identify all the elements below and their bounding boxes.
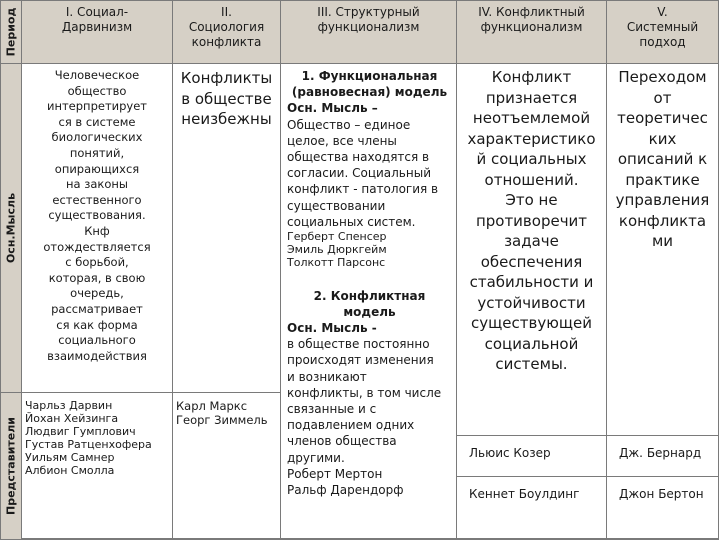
reps-conflict-sociology [172, 392, 281, 540]
header-system-approach [606, 0, 719, 64]
header-text: I. Социал- Дарвинизм [61, 5, 133, 34]
model2-names: Роберт Мертон Ральф Дарендорф [287, 466, 404, 498]
reps-social-darwinism [21, 392, 173, 540]
row-label-idea-cell [0, 63, 22, 393]
rep1-conflict-functionalism [456, 435, 607, 477]
rep1-system-approach [606, 435, 719, 477]
idea-system-approach [606, 63, 719, 436]
idea-text: Конфликты в обществе неизбежны [180, 69, 273, 128]
structural-functionalism-text [281, 64, 456, 498]
row-label-reps-cell [0, 392, 22, 540]
row-label-period: Период [4, 7, 18, 57]
structural-functionalism-content [280, 63, 457, 540]
model1-text: Общество – единое целое, все члены общества находятся в согласии. Социальный конфликт - патология в существовании социальных систем. [287, 117, 439, 229]
reps-text: Карл Маркс Георг Зиммель [176, 399, 268, 427]
idea-text: Человеческое общество интерпретирует ся в системе биологических понятий, опирающихся на законы естественного существования. Кнф отождествляется с борьбой, которая, в свою очередь, рассматривает ся как форма социального взаимодействия [43, 68, 151, 363]
rep2-system-approach [606, 476, 719, 540]
model1-label: Осн. Мысль – [287, 101, 378, 116]
idea-conflict-functionalism [456, 63, 607, 436]
rep2-text: Кеннет Боулдинг [469, 487, 580, 501]
header-text: II. Социология конфликта [188, 5, 265, 49]
model2-title: 2. Конфликтная модель [313, 288, 426, 319]
header-conflict-sociology [172, 0, 281, 64]
header-conflict-functionalism [456, 0, 607, 64]
idea-social-darwinism [21, 63, 173, 393]
rep1-text: Дж. Бернард [619, 446, 702, 460]
rep2-text: Джон Бертон [619, 487, 704, 501]
model2-text: в обществе постоянно происходят изменения и возникают конфликты, в том числе связанные и с подавлением одних членов общества другими. [287, 337, 442, 465]
reps-text: Чарльз Дарвин Йохан Хейзинга Людвиг Гумплович Густав Ратценхофера Уильям Самнер Албион Смолла [25, 399, 152, 477]
model2-label: Осн. Мысль - [287, 321, 377, 336]
header-social-darwinism [21, 0, 173, 64]
header-text: V. Системный подход [626, 5, 699, 49]
header-text: IV. Конфликтный функционализм [478, 5, 585, 34]
header-text: III. Структурный функционализм [317, 5, 420, 34]
rep2-conflict-functionalism [456, 476, 607, 540]
idea-text: Конфликт признается неотъемлемой характеристико й социальных отношений. Это не противоречит задаче обеспечения стабильности и устойчивости существующей социальной системы. [467, 68, 596, 373]
idea-text: Переходом от теоретичес ких описаний к практике управления конфликта ми [615, 68, 710, 250]
row-label-representatives: Представители [4, 416, 18, 516]
header-structural-functionalism [280, 0, 457, 64]
row-label-main-idea: Осн.Мысль [4, 192, 18, 264]
model1-names: Герберт Спенсер Эмиль Дюркгейм Толкотт Парсонс [287, 230, 387, 270]
rep1-text: Льюис Козер [469, 446, 551, 460]
row-label-period-cell [0, 0, 22, 64]
model1-title: 1. Функциональная (равновесная) модель [291, 69, 448, 100]
idea-conflict-sociology [172, 63, 281, 393]
